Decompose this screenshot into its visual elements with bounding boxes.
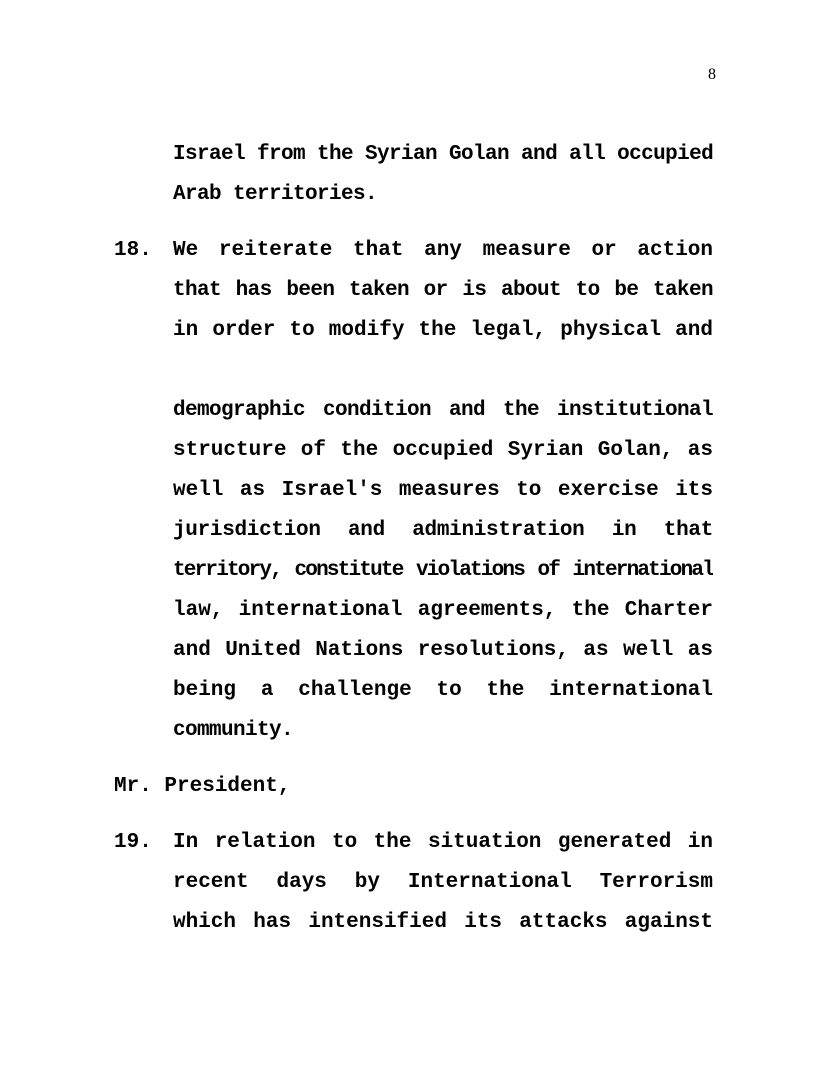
text-line: which has intensified its attacks against [173, 911, 713, 934]
text-line: in order to modify the legal, physical and [173, 319, 713, 342]
text-line: community. [173, 719, 294, 742]
paragraph-number: 19. [114, 831, 152, 854]
text-line: demographic condition and the institutional [173, 399, 713, 422]
text-line: jurisdiction and administration in that [173, 519, 713, 542]
text-line: recent days by International Terrorism [173, 871, 713, 894]
text-line: being a challenge to the international [173, 679, 713, 702]
text-line: law, international agreements, the Charter [173, 599, 713, 622]
text-line: Israel from the Syrian Golan and all occupied [173, 143, 713, 166]
text-line: structure of the occupied Syrian Golan, as [173, 439, 713, 462]
text-line: In relation to the situation generated in [173, 831, 713, 854]
page-number: 8 [708, 66, 716, 83]
text-line: We reiterate that any measure or action [173, 239, 713, 262]
text-line: well as Israel's measures to exercise its [173, 479, 713, 502]
text-line: that has been taken or is about to be taken [173, 279, 713, 302]
salutation: Mr. President, [114, 775, 291, 798]
text-line: and United Nations resolutions, as well as [173, 639, 713, 662]
text-line: Arab territories. [173, 183, 378, 206]
text-line: territory, constitute violations of international [173, 559, 713, 582]
paragraph-number: 18. [114, 239, 152, 262]
